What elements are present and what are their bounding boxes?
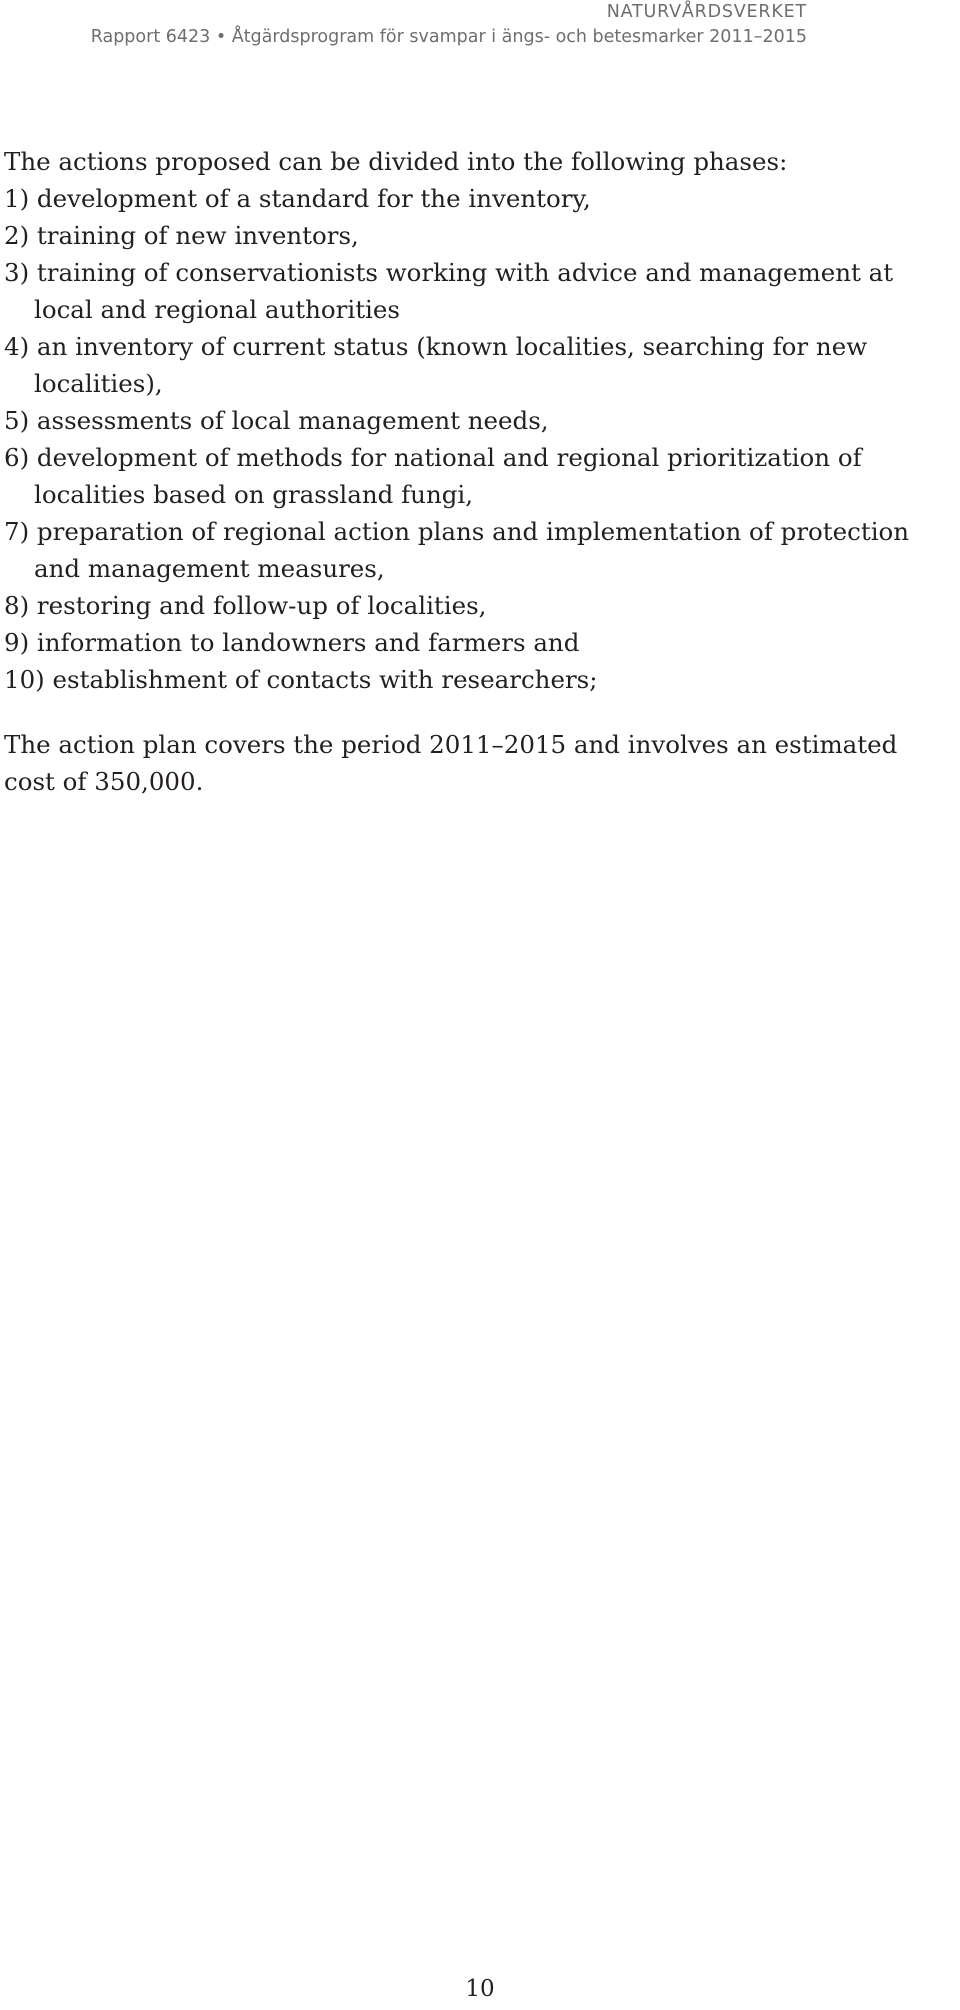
page-number: 10 [465, 1976, 495, 2002]
header-report-title: Rapport 6423 • Åtgärdsprogram för svampar i ängs- och betesmarker 2011–2015 [90, 27, 807, 47]
main-content [4, 143, 934, 800]
phase-item: 1) development of a standard for the inventory, [4, 184, 591, 213]
phase-item: 9) information to landowners and farmers and [4, 628, 580, 657]
phase-item: 2) training of new inventors, [4, 221, 359, 250]
phase-item: 10) establishment of contacts with researchers; [4, 665, 598, 694]
intro-paragraph: The actions proposed can be divided into the following phases: [4, 147, 788, 176]
phase-item: 8) restoring and follow-up of localities, [4, 591, 487, 620]
header-organization: NATURVÅRDSVERKET [606, 2, 807, 22]
phase-item: 7) preparation of regional action plans and implementation of protection and management measures, [4, 517, 910, 583]
phase-item: 4) an inventory of current status (known localities, searching for new localities), [4, 332, 868, 398]
phase-item: 3) training of conservationists working with advice and management at local and regional authorities [4, 258, 894, 324]
phase-item: 5) assessments of local management needs, [4, 406, 549, 435]
phase-item: 6) development of methods for national and regional prioritization of localities based on grassland fungi, [4, 443, 862, 509]
summary-paragraph: The action plan covers the period 2011–2015 and involves an estimated cost of 350,000. [4, 730, 898, 796]
phase-list [4, 180, 934, 698]
